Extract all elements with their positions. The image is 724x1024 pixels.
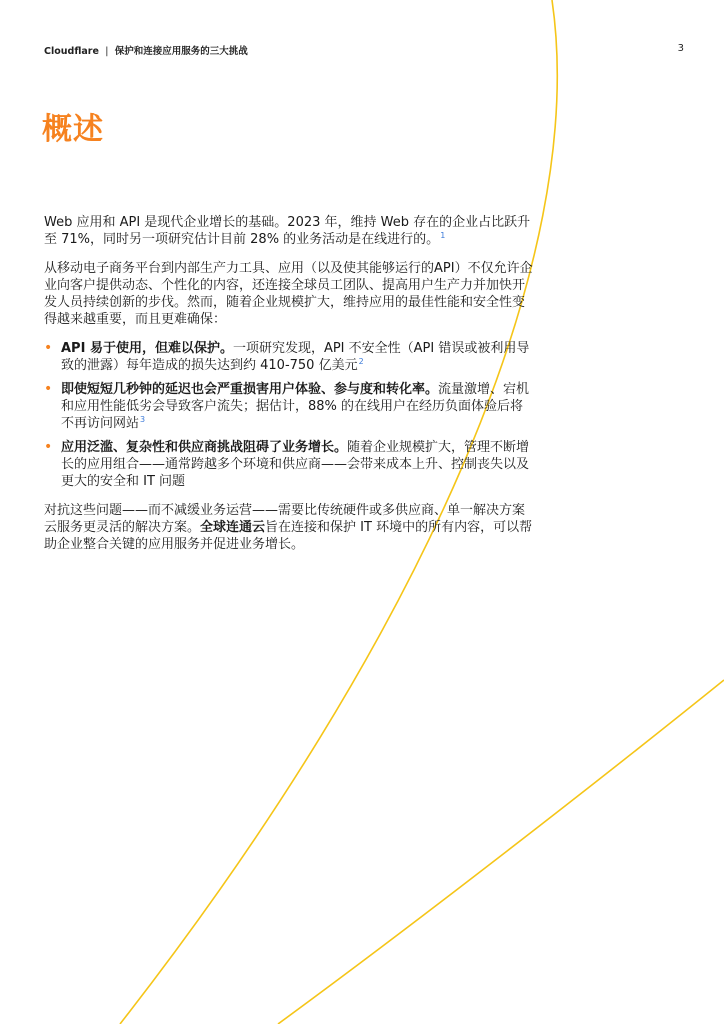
context-text: 从移动电子商务平台到内部生产力工具、应用（以及使其能够运行的API）不仅允许企业向客户提供动态、个性化的内容，还连接全球员工团队、提高用户生产力并加快开发人员持续创新的步伐。然而，随着企业规模扩大，维持应用的最佳性能和安全性变得越来越重要，而且更难确保： bbox=[44, 261, 533, 327]
page-number: 3 bbox=[677, 43, 684, 54]
bullet-icon: • bbox=[44, 381, 53, 397]
context-paragraph bbox=[44, 260, 534, 328]
bullet-heading: 即使短短几秒钟的延迟也会严重损害用户体验、参与度和转化率。 bbox=[61, 382, 439, 397]
bullet-text: 流量激增、宕机和应用性能低劣会导致客户流失；据估计，88% 的在线用户在经历负面体验后将不再访问网站 bbox=[61, 382, 530, 431]
list-item bbox=[44, 381, 534, 432]
footnote-1-link[interactable]: 1 bbox=[440, 230, 446, 240]
intro-text: Web 应用和 API 是现代企业增长的基础。2023 年，维持 Web 存在的企业占比跃升至 71%，同时另一项研究估计目前 28% 的业务活动是在线进行的。 bbox=[44, 215, 531, 247]
bullet-heading: 应用泛滥、复杂性和供应商挑战阻碍了业务增长。 bbox=[61, 440, 348, 455]
closing-paragraph bbox=[44, 502, 534, 553]
section-title: 概述 bbox=[42, 112, 104, 147]
bullet-text: 一项研究发现，API 不安全性（API 错误或被利用导致的泄露）每年造成的损失达到约 410-750 亿美元 bbox=[61, 341, 530, 373]
brand-name: Cloudflare bbox=[44, 46, 99, 57]
bullet-icon: • bbox=[44, 439, 53, 455]
bullet-text: 随着企业规模扩大，管理不断增长的应用组合——通常跨越多个环境和供应商——会带来成本上升、控制丧失以及更大的安全和 IT 问题 bbox=[61, 440, 530, 489]
list-item bbox=[44, 439, 534, 490]
footnote-2-link[interactable]: 2 bbox=[358, 356, 364, 366]
bullet-heading: API 易于使用，但难以保护。 bbox=[61, 341, 233, 356]
list-item bbox=[44, 340, 534, 374]
document-title: 保护和连接应用服务的三大挑战 bbox=[114, 46, 248, 57]
intro-paragraph bbox=[44, 214, 534, 248]
footnote-3-link[interactable]: 3 bbox=[140, 414, 146, 424]
challenge-list bbox=[44, 340, 534, 490]
header-separator: | bbox=[105, 46, 109, 57]
page-header bbox=[44, 43, 684, 57]
product-name: 全球连通云 bbox=[200, 520, 266, 535]
bullet-icon: • bbox=[44, 340, 53, 356]
body-content bbox=[44, 214, 534, 565]
closing-text-end: 旨在连接和保护 IT 环境中的所有内容，可以帮助企业整合关键的应用服务并促进业务增长。 bbox=[44, 520, 533, 552]
closing-text-start: 对抗这些问题——而不减缓业务运营——需要比传统硬件或多供应商、单一解决方案云服务更灵活的解决方案。 bbox=[44, 503, 526, 535]
